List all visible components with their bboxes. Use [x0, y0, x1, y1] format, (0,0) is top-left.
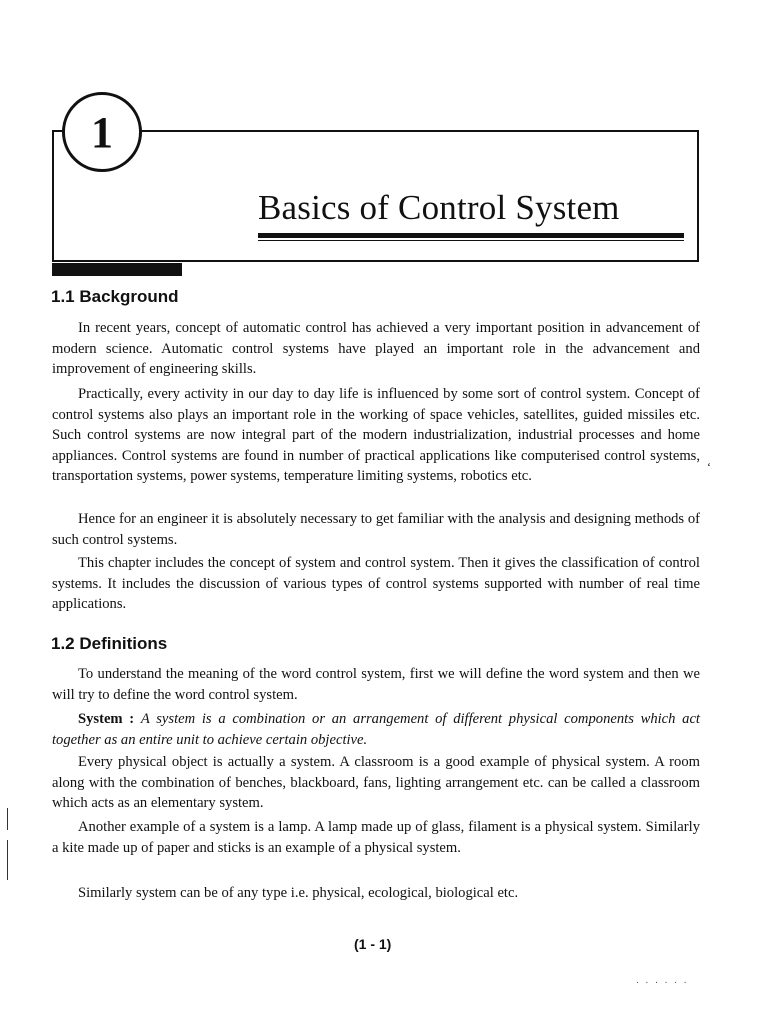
paragraph: Practically, every activity in our day to day life is influenced by some sort of control system. Concept of control systems also plays an important role in the working of space vehicles, satellites, guided missiles etc. Such control systems are now integral part of the modern industrialization, industrial processes and home appliances. Control systems are found in number of practical applications like computerised control systems, transportation systems, power systems, temperature limiting systems, robotics etc. — [52, 386, 700, 484]
header-accent-bar — [52, 263, 182, 276]
scan-speck: ‘ — [707, 460, 711, 474]
scan-margin-mark — [7, 808, 8, 830]
definition-label: System : — [78, 711, 135, 727]
paragraph: In recent years, concept of automatic control has achieved a very important position in advancement of modern science. Automatic control systems have played an important role in the advancement and improvement of engineering skills. — [52, 320, 700, 377]
paragraph: Another example of a system is a lamp. A lamp made up of glass, filament is a physical system. Similarly a kite made up of paper and sticks is an example of a physical system. — [52, 819, 700, 856]
section-heading-background: 1.1 Background — [51, 287, 179, 306]
paragraph: Hence for an engineer it is absolutely necessary to get familiar with the analysis and designing methods of such control systems. — [52, 511, 700, 548]
definition-text: A system is a combination or an arrangement of different physical components which act together as an entire unit to achieve certain objective. — [52, 711, 700, 748]
page-number: (1 - 1) — [354, 936, 392, 952]
title-underline-thin — [258, 240, 684, 241]
scan-specks: . . . . . . — [636, 975, 689, 986]
title-underline — [258, 233, 684, 238]
section-heading-definitions: 1.2 Definitions — [51, 634, 168, 653]
scan-margin-mark — [7, 840, 8, 880]
chapter-number: 1 — [91, 107, 113, 157]
definition-paragraph — [52, 709, 700, 750]
paragraph: Similarly system can be of any type i.e. physical, ecological, biological etc. — [78, 885, 519, 901]
paragraph: Every physical object is actually a system. A classroom is a good example of physical system. A room along with the combination of benches, blackboard, fans, lighting arrangement etc. can be called a classroom which acts as an elementary system. — [52, 754, 700, 811]
chapter-title: Basics of Control System — [258, 188, 620, 227]
paragraph: To understand the meaning of the word control system, first we will define the word system and then we will try to define the word control system. — [52, 666, 700, 703]
paragraph: This chapter includes the concept of system and control system. Then it gives the classification of control systems. It includes the discussion of various types of control systems supported with number of real time applications. — [52, 555, 700, 612]
chapter-number-badge — [62, 92, 142, 172]
